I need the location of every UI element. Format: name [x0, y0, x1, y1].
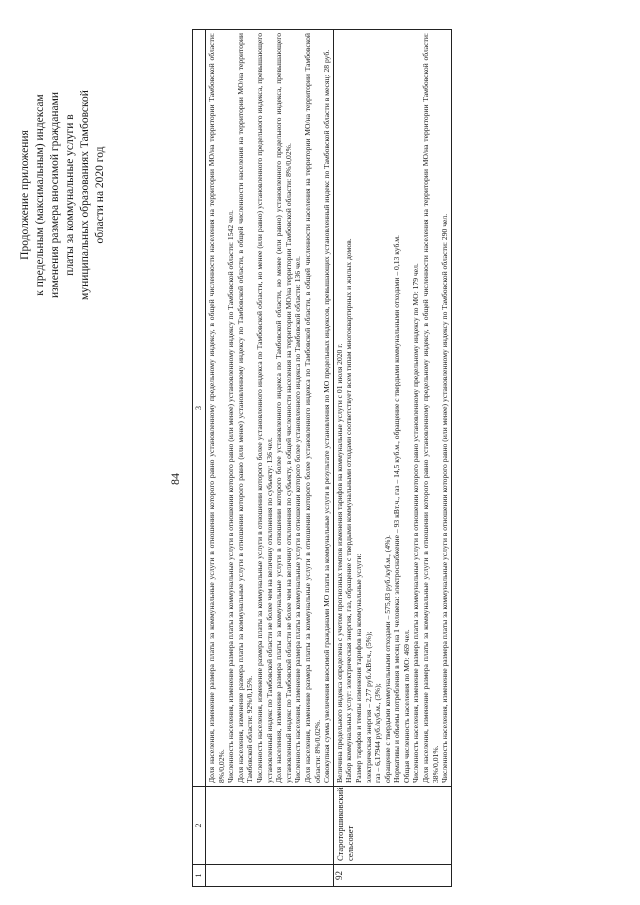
- header-cell-2: 2: [193, 787, 206, 865]
- content-line: газ – 6,17944 руб./куб.м., (3%);: [373, 683, 383, 783]
- content-line: Общая численность населения по МО: 469 чел.: [401, 629, 411, 783]
- content-line: Доля населения, изменение размера платы за коммунальные услуги в отношении которого более установленного индекса по Тамбовской области, в общей численности населения на территории МО/на территории Тамбовской области: 8%/0,02%.: [302, 33, 322, 783]
- index-table: [192, 29, 452, 887]
- content-line: Доля населения, изменение размера платы за коммунальные услуги в отношении которого равно установленному предельному индексу, в общей численности населения на территории МО/на территории Тамбовской области: 38%/0,01%.: [421, 33, 440, 783]
- header-line: к предельным (максимальным) индексам: [34, 94, 46, 296]
- content-line: Доля населения, изменение размера платы за коммунальные услуги в отношении которого более установленного индекса по Тамбовской области, но менее (или равно) установленного предельного индекса, превышающего установленный индекс по Тамбовской области не более чем на величину отклонения по субъекту, в общей численности населения на территории МО/на территории Тамбовской области: 8%/0,02%.: [274, 33, 293, 783]
- row-content: [333, 30, 451, 787]
- content-line: Нормативы и объемы потребления в месяц на 1 человека: электроснабжение – 93 кВт.ч., газ – 14,5 куб.м., обращение с твердыми коммунальными отходами – 0,13 куб.м.: [392, 235, 402, 783]
- table-row: [333, 30, 451, 887]
- header-line: изменения размера вносимой гражданами: [49, 91, 61, 299]
- content-line: Совокупная сумма увеличения вносимой гражданами МО платы за коммунальные услуги в результате установления по МО предельных индексов, превышающих установленный индекс по Тамбовской области в месяц: 28 руб.: [322, 49, 332, 783]
- content-line: Численность населения, изменение размера платы за коммунальные услуги в отношении которого более установленного индекса по Тамбовской области: 136 чел.: [293, 256, 303, 783]
- content-line: Численность населения, изменение размера платы за коммунальные услуги в отношении которого равно установленному предельному индексу по МО: 179 чел.: [411, 263, 421, 783]
- document-header: [18, 45, 108, 345]
- content-line: Численность населения, изменение размера платы за коммунальные услуги в отношении которого равно (или менее) установленному индексу по Тамбовской области: 290 чел.: [440, 213, 450, 783]
- row-municipality: Староторшиковский сельсовет: [333, 787, 451, 865]
- content-line: обращение с твердыми коммунальными отходами – 575,83 руб./куб.м., (4%).: [382, 535, 392, 783]
- header-line: Продолжение приложения: [19, 130, 31, 260]
- page-number: 84: [168, 473, 182, 485]
- content-line: Численность населения, изменение размера платы за коммунальные услуги в отношении которого более установленного индекса по Тамбовской области, но менее (или равно) установленного предельного индекса, превышающего установленный индекс по Тамбовской области не более чем на величину отклонения по субъекту: 136 чел.: [254, 33, 274, 783]
- content-line: Доля населения, изменение размера платы за коммунальные услуги в отношении которого равно (или менее) установленному индексу по Тамбовской области, в общей численности населения на территории МО/на территории Тамбовской области: 92%/0,15%.: [235, 33, 255, 783]
- content-line: Размер тарифов и темпы изменения тарифов на коммунальные услуги:: [353, 553, 363, 783]
- row-number: [206, 865, 334, 887]
- row-municipality: [206, 787, 334, 865]
- content-line: Набор коммунальных услуг: электрическая энергия, газ, обращение с твердыми коммунальными отходами соответствует всем типам многоквартирных и жилых домов.: [344, 238, 354, 783]
- header-line: муниципальных образованиях Тамбовской: [79, 90, 91, 300]
- content-line: электрическая энергия – 2,77 руб./кВт.ч., (5%);: [363, 631, 373, 783]
- header-line: области на 2020 год: [94, 146, 106, 244]
- table-row: [206, 30, 334, 887]
- content-line: Численность населения, изменение размера платы за коммунальные услуги в отношении которого равно (или менее) установленному индексу по Тамбовской области: 1542 чел.: [226, 210, 236, 783]
- header-cell-3: 3: [193, 30, 206, 787]
- table-header-row: [193, 30, 206, 887]
- row-number: 92: [333, 865, 451, 887]
- content-line: Величина предельного индекса определена с учетом прогнозных темпов изменения тарифов на коммунальные услуги с 01 июля 2020 г.: [334, 343, 344, 783]
- row-content: [206, 30, 334, 787]
- header-line: платы за коммунальные услуги в: [64, 114, 76, 276]
- content-line: Доля населения, изменение размера платы за коммунальные услуги в отношении которого равно установленному предельному индексу, в общей численности населения на территории МО/на территории Тамбовской области: 8%/0,02%.: [207, 33, 226, 783]
- header-cell-1: 1: [193, 865, 206, 887]
